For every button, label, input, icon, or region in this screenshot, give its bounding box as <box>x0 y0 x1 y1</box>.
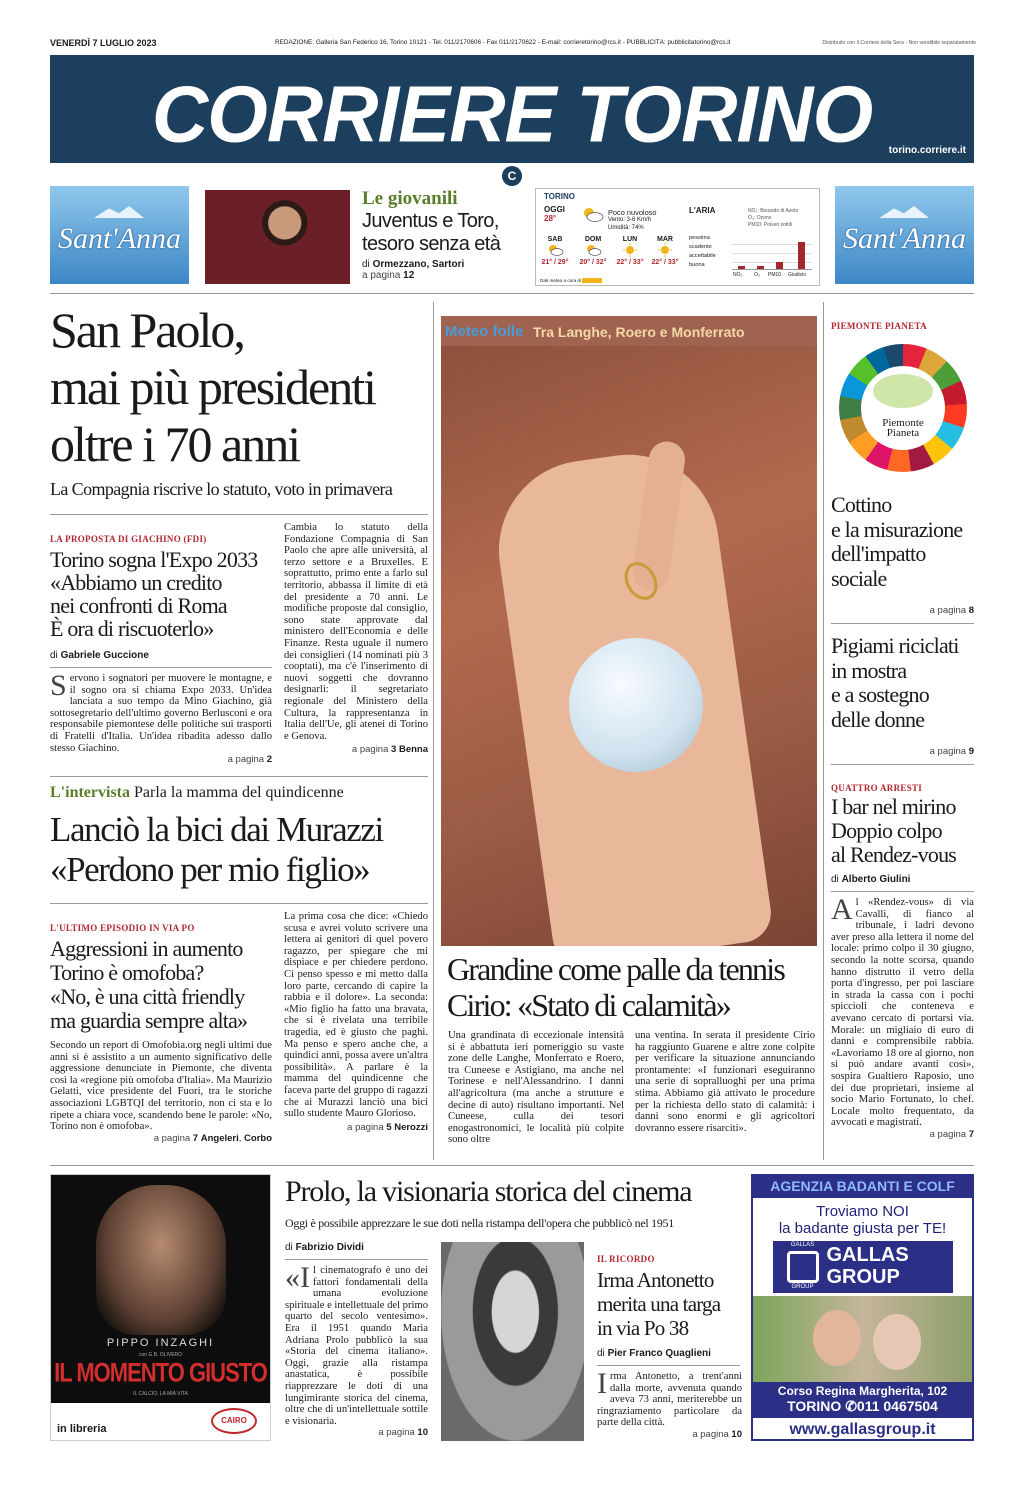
photo-kicker: Meteo folle <box>445 323 524 340</box>
cottino-line1: Cottino <box>831 492 892 517</box>
prolo-author: Fabrizio Dividi <box>295 1242 364 1253</box>
photo-headline-line2: Cirio: «Stato di calamità» <box>447 987 730 1023</box>
prolo-dropcap: «I <box>285 1261 310 1294</box>
column-rule <box>433 302 434 1160</box>
rendezvous-by-prefix: di <box>831 874 839 885</box>
issue-date: VENERDÌ 7 LUGLIO 2023 <box>50 38 157 48</box>
irma-body-text: rma Antonetto, a trent'anni dalla morte, avvenuta quando aveva 73 anni, meriterebbe un ringraziamento particolare da parte della città. <box>597 1371 742 1429</box>
homo-author2: Corbo <box>244 1132 272 1144</box>
santanna-logo: Sant'Anna <box>57 222 182 255</box>
gallas-logo-small-bottom: GROUP <box>791 1284 814 1290</box>
section-divider <box>50 293 974 294</box>
forecast-day-2 <box>615 236 645 266</box>
pigiami-line2: in mostra <box>831 657 907 683</box>
gallas-logo-icon <box>787 1251 819 1283</box>
cottino-line4: sociale <box>831 565 887 591</box>
cottino-headline[interactable] <box>831 493 976 591</box>
homo-headline-line2: Torino è omofoba? <box>50 960 204 985</box>
pigiami-line4: delle donne <box>831 706 925 732</box>
photo-body-col2: una ventina. In serata il presidente Cirio ha raggiunto Guarene e altre zone colpite per verificare la situazione annunciando prontamente: «I funzionari eseguiranno una serie di sopralluoghi per una prima stima. Abbiamo già attivato le procedure per la richiesta dello stato di calamità: i danni sono enormi e gli agricoltori dovranno essere risarciti». <box>635 1030 815 1134</box>
prolo-divider <box>285 1259 428 1260</box>
sun-icon <box>656 243 674 257</box>
homo-body: Secondo un report di Omofobia.org negli ultimi due anni si è assistito a un aumento significativo delle aggressione denunciate in Piemonte, che diventa così la «regione più omofoba d'Italia». Ma Maurizio Gelatti, vice presidente del Fuori, tra le storiche associazioni LGBTQI del territorio, non ci sta e lo ripete a chiara voce, scandendo bene le parole: «No, Torino non è omofoba». <box>50 1040 272 1133</box>
gallas-headline-box <box>753 1198 972 1296</box>
gallas-city: TORINO <box>787 1398 842 1414</box>
air-legend-no2: NO₂: Biossido di Azoto <box>748 208 799 214</box>
irma-author: Pier Franco Quaglieni <box>607 1348 711 1359</box>
interview-page-prefix: a pagina <box>347 1121 384 1133</box>
irma-headline-line1: Irma Antonetto <box>597 1268 714 1292</box>
forecast-day-0 <box>540 236 570 266</box>
interview-headline-line1: Lanciò la bici dai Murazzi <box>50 810 383 849</box>
section-divider <box>50 776 428 777</box>
air-chart <box>732 236 812 270</box>
corriere-badge-icon: C <box>502 166 522 186</box>
homo-page: 7 <box>192 1132 199 1144</box>
teaser-page-prefix: a pagina <box>362 270 401 281</box>
gallas-url[interactable]: www.gallasgroup.it <box>753 1418 972 1441</box>
book-cta: in libreria <box>57 1423 107 1435</box>
air-legend-pm10: PM10: Polveri sottili <box>748 222 792 228</box>
masthead-title: CORRIERE TORINO <box>151 69 873 159</box>
interview-page: 5 <box>386 1121 392 1133</box>
expo-body-text: ervono i sognatori per muovere le montagne, e il sogno ora si chiama Expo 2033. Un'idea lanciata a suo tempo da Mino Giachino, già sottosegretario dell'ultimo governo Berlusconi e ora responsabile piemontese delle politiche sui trasporti di Fratelli d'Italia. Un'idea ribadita adesso dallo stesso Giachino. <box>50 673 272 754</box>
cottino-page-ref <box>831 605 974 616</box>
forecast-day-3 <box>650 236 680 266</box>
rendezvous-line1: I bar nel mirino <box>831 794 956 819</box>
lead-page: 3 <box>391 744 397 756</box>
meteo-provider-logo <box>582 278 602 283</box>
weather-wind: Vento: 3-6 Km/h <box>608 217 652 223</box>
gallas-brand-1: GALLAS <box>826 1244 909 1266</box>
lead-subtitle: La Compagnia riscrive lo statuto, voto in primavera <box>50 479 393 499</box>
air-level-label: scadente <box>689 244 712 250</box>
prolo-page-prefix: a pagina <box>378 1427 415 1439</box>
rendezvous-author: Alberto Giulini <box>841 874 911 885</box>
book-ad[interactable] <box>50 1174 271 1441</box>
partly-cloudy-icon <box>546 243 564 257</box>
photo-body-col1: Una grandinata di eccezionale intensità si è abbattuta ieri pomeriggio su vaste zone delle Langhe, Monferrato e Roero, tra Cuneese e Astigiano, ma anche nel Torinese e nell'Alessandrino. I danni all'agricoltura (ma anche a strutture e decine di auto) risultano importanti. Nel Cuneese, culla dei tesori enogastronomici, le località più colpite sono oltre <box>448 1030 624 1146</box>
phone-icon: ✆ <box>845 1398 857 1414</box>
site-url[interactable]: torino.corriere.it <box>888 145 966 156</box>
hailstone <box>569 638 703 772</box>
interview-article[interactable] <box>284 911 428 1133</box>
air-title: L'ARIA <box>689 206 716 215</box>
gallas-logo-small-top: GALLAS <box>790 1242 815 1248</box>
forecast-day-name: DOM <box>584 236 602 243</box>
rendezvous-page: 7 <box>968 1128 974 1140</box>
globe-icon <box>873 374 933 408</box>
side-kicker: PIEMONTE PIANETA <box>831 321 927 331</box>
forecast-day-name: MAR <box>657 236 673 243</box>
forecast-day-temp: 20° / 32° <box>579 259 607 266</box>
column-rule <box>823 302 824 1160</box>
rendezvous-body-text: l «Rendez-vous» di via Cavalli, di fianco al tribunale, i ladri devono aver preso alla lettera il nome del locale: primo colpo il 30 giugno, secondo la notte scorsa, quando hanno distrutto il vetro della porta d'ingresso, per poi lasciare in strada la cassa con i pochi spiccioli che conteneva e avevano cercato di portarsi via. Morale: un migliaio di euro di danni e comprensibile rabbia. «Lavoriamo 18 ore al giorno, non si può andare avanti così», sospira Gualtiero Raposio, uno dei due proprietari, insieme al socio Mario Fortunato, lo chef. Locale molto frequentato, da avvocati e magistrati. <box>831 897 974 1129</box>
pigiami-line1: Pigiami riciclati <box>831 633 959 658</box>
mountain-icon <box>879 206 929 218</box>
interview-headline[interactable] <box>50 810 435 890</box>
cottino-page: 8 <box>968 605 974 616</box>
teaser-giovanili[interactable] <box>362 188 527 281</box>
cottino-page-prefix: a pagina <box>929 605 967 616</box>
pigiami-page-prefix: a pagina <box>929 746 967 757</box>
lead-body: Cambia lo statuto della Fondazione Compagnia di San Paolo che apre alle università, al terzo settore e a Bruxelles. E soprattutto, primo ente a farlo sul territorio, abbassa il limite di età del presidente a 70 anni. Le modifiche proposte dal consiglio, sono state approvate dal ministero dell'Economia e delle Finanze. Resta uguale il numero dei consiglieri (14 nominati più 3 cooptati), ma c'è l'inserimento di nuovi soggetti che dovranno designarli: il segretariato regionale del Ministero della Cultura, la rappresentanza in Italia dell'Ue, gli atenei di Torino e Genova. <box>284 522 428 742</box>
rendezvous-article[interactable] <box>831 783 974 1140</box>
sun-icon <box>621 243 639 257</box>
santanna-ad-left[interactable] <box>50 186 189 284</box>
player-photo <box>205 190 350 284</box>
prolo-body-text: l cinematografo è uno dei fattori fondamentali della umana evoluzione spirituale e intellettuale del primo quarto del secolo ventesimo». Era il 1951 quando Maria Adriana Prolo pubblicò la sua «Storia del cinema italiano». Oggi, grazie alla ristampa anastatica, è possibile riapprezzare le doti di una lungimirante storica del cinema, oltre che di un'intellettuale sottile e visionaria. <box>285 1265 428 1427</box>
homo-kicker: L'ULTIMO EPISODIO IN VIA PO <box>50 923 195 933</box>
lead-headline[interactable] <box>50 302 435 473</box>
irma-body <box>597 1367 742 1429</box>
book-title: IL MOMENTO GIUSTO <box>54 1357 267 1388</box>
expo-page: 2 <box>266 754 272 766</box>
air-level-label: buona <box>689 262 705 268</box>
rendezvous-kicker: QUATTRO ARRESTI <box>831 783 923 793</box>
book-ad-footer <box>51 1403 270 1441</box>
rendezvous-dropcap: A <box>831 893 853 926</box>
expo-headline-line3: nei confronti di Roma <box>50 593 227 618</box>
gallas-logo <box>773 1241 953 1293</box>
lead-page-prefix: a pagina <box>351 744 389 756</box>
teaser-title-line1: Juventus e Toro, <box>362 210 499 232</box>
book-author: PIPPO INZAGHI <box>106 1337 215 1349</box>
interview-kicker-label: L'intervista <box>50 784 130 801</box>
homo-headline-line4: ma guardia sempre alta» <box>50 1008 248 1033</box>
forecast-day-name: SAB <box>547 236 563 243</box>
gallas-phone[interactable]: 011 0467504 <box>856 1398 938 1414</box>
lead-headline-line1: San Paolo, <box>50 302 244 358</box>
interview-author: Nerozzi <box>394 1121 428 1133</box>
side-divider <box>831 623 974 624</box>
prolo-by-prefix: di <box>285 1242 293 1253</box>
pigiami-page-ref <box>831 746 974 757</box>
hail-photo <box>441 316 817 946</box>
air-level-label: accettabile <box>689 253 716 259</box>
homo-article[interactable]: L'ULTIMO EPISODIO IN VIA PO Aggressioni in aumento Torino è omofoba? «No, è una città friendly ma guardia sempre alta» Secondo un report di Omofobia.org negli ultimi due anni si è assistito a un aumento significativo delle aggressione denunciate in Piemonte, che diventa così la «regione più omofoba d'Italia». Ma Maurizio Gelatti, vice presidente del Fuori, tra le storiche associazioni LGBTQI del territorio, non ci sta e lo ripete a chiara voce, scandendo bene le parole: «No, Torino non è omofoba». a pagina 7 Angeleri, Corbo <box>50 923 272 1144</box>
air-levels <box>689 234 716 270</box>
prolo-page: 10 <box>417 1427 428 1439</box>
homo-headline <box>50 937 272 1033</box>
rendezvous-page-prefix: a pagina <box>929 1128 967 1140</box>
expo-dropcap: S <box>50 669 67 702</box>
lead-headline-line2: mai più presidenti <box>50 359 376 415</box>
expo-by-prefix: di <box>50 650 58 661</box>
gallas-contact <box>753 1382 972 1418</box>
section-divider <box>50 1165 974 1166</box>
author-portrait <box>96 1185 226 1335</box>
interview-divider <box>50 903 428 904</box>
gallas-photo <box>753 1296 972 1382</box>
weather-footer <box>540 278 602 283</box>
irma-page: 10 <box>731 1428 742 1440</box>
photo-kicker-rest: Tra Langhe, Roero e Monferrato <box>533 324 745 340</box>
irma-headline-line2: merita una targa <box>597 1292 721 1316</box>
weather-footer-text: Dati meteo a cura di <box>540 278 582 283</box>
partly-cloudy-icon <box>580 205 604 223</box>
prolo-photo <box>441 1242 584 1441</box>
interview-kicker-rest: Parla la mamma del quindicenne <box>134 784 344 801</box>
expo-headline-line2: «Abbiamo un credito <box>50 570 222 595</box>
air-bar-o3 <box>757 266 764 269</box>
expo-author: Gabriele Guccione <box>60 650 149 661</box>
weather-desc: Poco nuvoloso <box>608 208 657 217</box>
air-axis-label: PM10 <box>768 272 782 278</box>
air-axis-label: O₃ <box>754 272 760 278</box>
cottino-line3: dell'impatto <box>831 541 926 566</box>
photo-headline[interactable] <box>447 951 817 1023</box>
homo-headline-line3: «No, è una città friendly <box>50 984 245 1009</box>
expo-headline-line1: Torino sogna l'Expo 2033 <box>50 547 258 572</box>
forecast-day-1 <box>578 236 608 266</box>
sdg-wheel-icon <box>839 344 967 472</box>
gallas-address: Corso Regina Margherita, 102 <box>777 1384 948 1398</box>
rendezvous-headline <box>831 795 974 867</box>
caregiver-face <box>813 1310 861 1366</box>
weather-humidity: Umidità: 74% <box>608 225 644 231</box>
weather-box <box>535 188 820 286</box>
weather-today-temp: 28° <box>544 214 557 223</box>
forecast-day-name: LUN <box>622 236 638 243</box>
pigiami-page: 9 <box>968 746 974 757</box>
top-bar <box>50 38 974 50</box>
lead-author: Benna <box>398 744 428 756</box>
gallas-ad[interactable] <box>751 1174 974 1441</box>
piemonte-pianeta-section[interactable] <box>831 321 976 472</box>
pigiami-line3: e a sostegno <box>831 682 929 707</box>
teaser-page: 12 <box>403 270 415 281</box>
santanna-ad-right[interactable] <box>835 186 974 284</box>
gallas-line2: la badante giusta per TE! <box>778 1220 947 1237</box>
lead-divider <box>50 514 428 515</box>
irma-page-prefix: a pagina <box>692 1428 729 1440</box>
irma-article[interactable] <box>597 1254 742 1440</box>
rendezvous-divider <box>831 891 974 892</box>
irma-divider <box>597 1365 740 1366</box>
irma-headline <box>597 1268 742 1340</box>
elderly-face <box>873 1314 921 1370</box>
air-bar-no2 <box>738 266 745 269</box>
rendezvous-line3: al Rendez-vous <box>831 842 957 867</box>
expo-headline-line4: È ora di riscuoterlo» <box>50 616 214 641</box>
partly-cloudy-icon <box>584 243 602 257</box>
pp-logo-text: Piemonte Pianeta <box>882 417 924 439</box>
prolo-subtitle: Oggi è possibile apprezzare le sue doti nella ristampa dell'opera che pubblicò nel 1951 <box>285 1216 674 1230</box>
homo-page-prefix: a pagina <box>153 1132 191 1144</box>
gallas-brand-2: GROUP <box>826 1266 900 1288</box>
irma-by-prefix: di <box>597 1348 605 1359</box>
gallas-header: AGENZIA BADANTI E COLF <box>770 1178 955 1194</box>
prolo-headline[interactable]: Prolo, la visionaria storica del cinema <box>285 1175 692 1208</box>
air-legend <box>748 208 798 229</box>
cairo-logo: CAIRO <box>211 1408 257 1434</box>
homo-headline-line1: Aggressioni in aumento <box>50 936 243 961</box>
air-bar-pm10 <box>776 262 783 269</box>
air-level-label: pessima <box>689 235 710 241</box>
forecast-day-temp: 22° / 33° <box>616 259 644 266</box>
air-axis-label: Giudizio <box>788 272 807 278</box>
lead-headline-line3: oltre i 70 anni <box>50 416 300 472</box>
side-divider <box>831 764 974 765</box>
irma-headline-line3: in via Po 38 <box>597 1316 689 1340</box>
interview-kicker <box>50 784 430 802</box>
weather-city: TORINO <box>544 192 575 201</box>
prolo-body <box>285 1261 428 1427</box>
air-legend-o3: O₃: Ozono <box>748 215 772 221</box>
irma-kicker: IL RICORDO <box>597 1254 655 1264</box>
mountain-icon <box>94 206 144 218</box>
rendezvous-line2: Doppio colpo <box>831 818 942 843</box>
interview-body: La prima cosa che dice: «Chiedo scusa e avrei voluto scrivere una lettera ai genitori di quel povero ragazzo, per spiegare che mi dispiace e per chiedere perdono. Ci penso spesso e mi metto dalla loro parte, cercando di capire la rabbia e il dolore». La seconda: «Mio figlio ha fatto una bravata, che si è rivelata una terribile tragedia, ed è giusto che paghi. Ma penso e spero anche che, a quindici anni, possa avere un'altra possibilità». A parlare è la mamma del quindicenne che faceva parte del gruppo di ragazzi che ai Murazzi lanciò una bici sullo studente Mauro Glorioso. <box>284 911 428 1120</box>
teaser-by-prefix: di <box>362 259 370 270</box>
teaser-authors: Ormezzano, Sartori <box>372 259 465 270</box>
pigiami-headline[interactable] <box>831 634 976 732</box>
photo-kicker-band <box>441 316 817 346</box>
teaser-title-line2: tesoro senza età <box>362 233 501 255</box>
prolo-article[interactable] <box>285 1242 428 1438</box>
book-coauthor: con G.B. OLIVERO <box>138 1352 183 1358</box>
air-axis-label: NO₂ <box>733 272 743 278</box>
forecast-day-temp: 21° / 29° <box>541 259 569 266</box>
expo-headline <box>50 548 272 640</box>
rendezvous-body <box>831 893 974 1129</box>
forecast-day-temp: 22° / 33° <box>651 259 679 266</box>
cottino-line2: e la misurazione <box>831 516 963 542</box>
masthead <box>50 55 974 163</box>
expo-article[interactable] <box>50 534 272 765</box>
expo-page-prefix: a pagina <box>227 754 265 766</box>
gallas-line1: Troviamo NOI <box>816 1203 909 1220</box>
air-bar-giudizio <box>798 242 805 269</box>
lead-article[interactable] <box>284 522 428 755</box>
santanna-logo: Sant'Anna <box>842 222 967 255</box>
book-subtitle: IL CALCIO, LA MIA VITA <box>133 1391 188 1397</box>
weather-today-label: OGGI <box>544 205 565 214</box>
expo-divider <box>50 667 272 668</box>
expo-body <box>50 669 272 754</box>
homo-author1: Angeleri <box>200 1132 239 1144</box>
teaser-kicker: Le giovanili <box>362 188 458 209</box>
redazione-info: REDAZIONE: Galleria San Federico 16, Torino 10121 - Tel. 011/2170606 - Fax 011/2170622 - E-mail: corrieretorino@rcs.it - PUBBLICITÀ: pubblicitatorino@rcs.it <box>275 39 731 46</box>
expo-kicker: LA PROPOSTA DI GIACHINO (FDI) <box>50 534 207 544</box>
photo-headline-line1: Grandine come palle da tennis <box>447 951 784 987</box>
interview-headline-line2: «Perdono per mio figlio» <box>50 850 370 889</box>
distribution-note: Distribuito con il Corriere della Sera - Non vendibile separatamente <box>822 40 976 46</box>
irma-dropcap: I <box>597 1367 607 1400</box>
